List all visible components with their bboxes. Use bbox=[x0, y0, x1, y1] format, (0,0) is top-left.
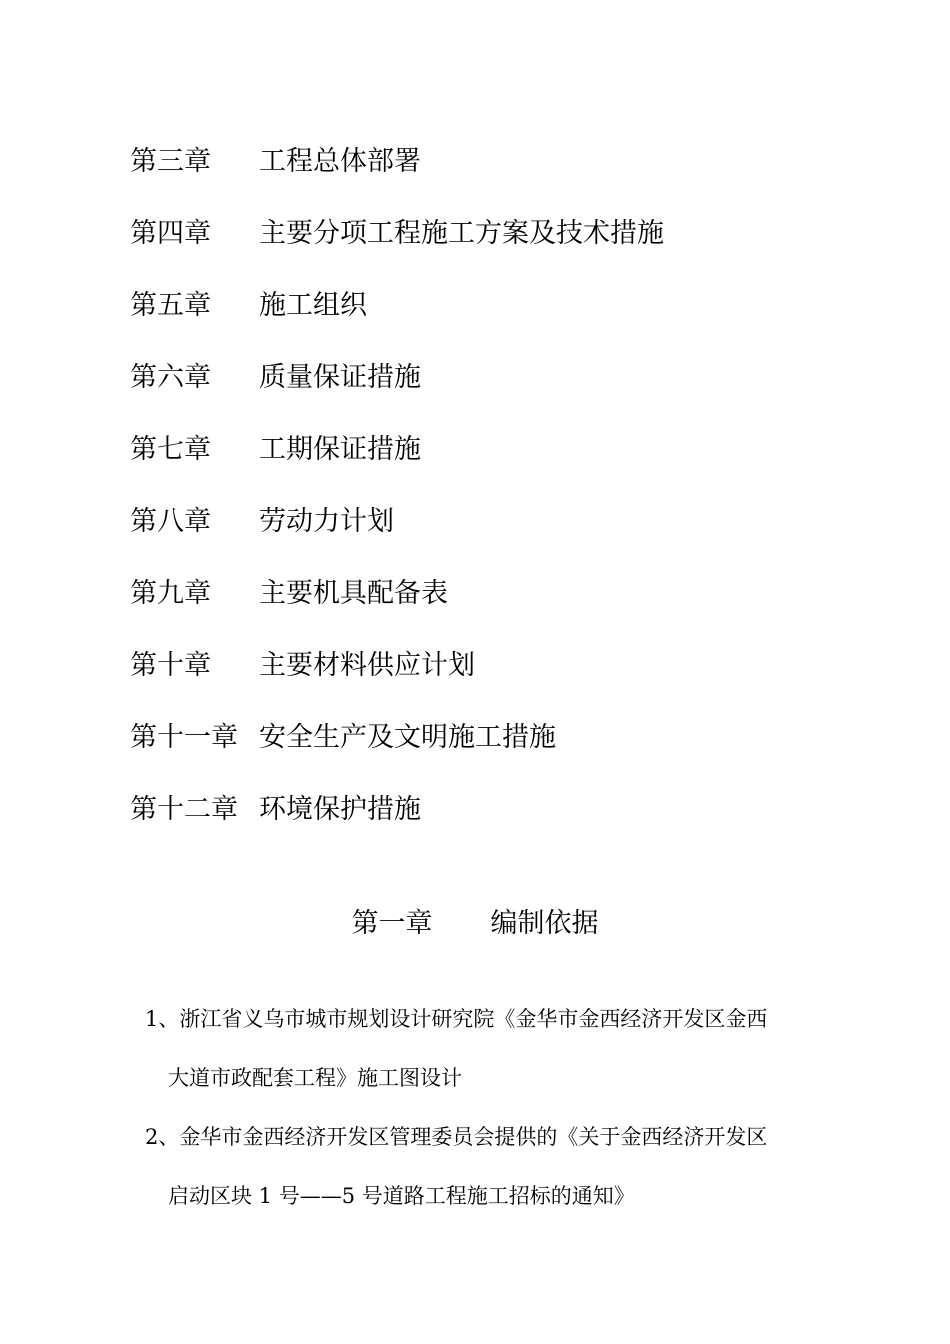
toc-chapter-title: 环境保护措施 bbox=[259, 794, 421, 825]
toc-chapter-title: 质量保证措施 bbox=[259, 362, 421, 393]
basis-item-line: 1、浙江省义乌市城市规划设计研究院《金华市金西经济开发区金西 bbox=[145, 1007, 768, 1031]
toc-entry-chapter-6 bbox=[130, 354, 890, 426]
toc-entry-chapter-11 bbox=[130, 714, 890, 786]
basis-item-2 bbox=[145, 1108, 825, 1226]
toc-chapter-title: 主要材料供应计划 bbox=[259, 650, 475, 681]
chapter-heading-title: 编制依据 bbox=[490, 908, 599, 939]
toc-chapter-title: 安全生产及文明施工措施 bbox=[259, 722, 556, 753]
toc-chapter-title: 劳动力计划 bbox=[259, 506, 394, 537]
chapter-heading bbox=[0, 900, 950, 948]
toc-chapter-number: 第十二章 bbox=[130, 794, 238, 825]
toc-chapter-number: 第十章 bbox=[130, 650, 211, 681]
toc-entry-chapter-9 bbox=[130, 570, 890, 642]
toc-chapter-title: 主要分项工程施工方案及技术措施 bbox=[259, 218, 664, 249]
toc-entry-chapter-7 bbox=[130, 426, 890, 498]
toc-chapter-title: 工程总体部署 bbox=[259, 146, 421, 177]
toc-chapter-number: 第九章 bbox=[130, 578, 211, 609]
basis-list bbox=[145, 990, 825, 1226]
toc-chapter-number: 第八章 bbox=[130, 506, 211, 537]
toc-entry-chapter-3 bbox=[130, 138, 890, 210]
toc-chapter-number: 第四章 bbox=[130, 218, 211, 249]
toc-chapter-title: 施工组织 bbox=[259, 290, 367, 321]
toc-chapter-title: 工期保证措施 bbox=[259, 434, 421, 465]
toc-chapter-number: 第五章 bbox=[130, 290, 211, 321]
basis-item-continuation: 大道市政配套工程》施工图设计 bbox=[168, 1066, 462, 1090]
toc-chapter-number: 第七章 bbox=[130, 434, 211, 465]
toc-chapter-number: 第十一章 bbox=[130, 722, 238, 753]
basis-item-line: 2、金华市金西经济开发区管理委员会提供的《关于金西经济开发区 bbox=[145, 1125, 768, 1149]
toc-entry-chapter-8 bbox=[130, 498, 890, 570]
table-of-contents bbox=[130, 138, 890, 858]
toc-chapter-title: 主要机具配备表 bbox=[259, 578, 448, 609]
basis-item-1 bbox=[145, 990, 825, 1108]
toc-chapter-number: 第六章 bbox=[130, 362, 211, 393]
chapter-heading-number: 第一章 bbox=[351, 908, 433, 939]
toc-entry-chapter-5 bbox=[130, 282, 890, 354]
toc-entry-chapter-4 bbox=[130, 210, 890, 282]
toc-entry-chapter-10 bbox=[130, 642, 890, 714]
toc-chapter-number: 第三章 bbox=[130, 146, 211, 177]
basis-item-continuation: 启动区块 1 号——5 号道路工程施工招标的通知》 bbox=[168, 1184, 635, 1208]
toc-entry-chapter-12 bbox=[130, 786, 890, 858]
